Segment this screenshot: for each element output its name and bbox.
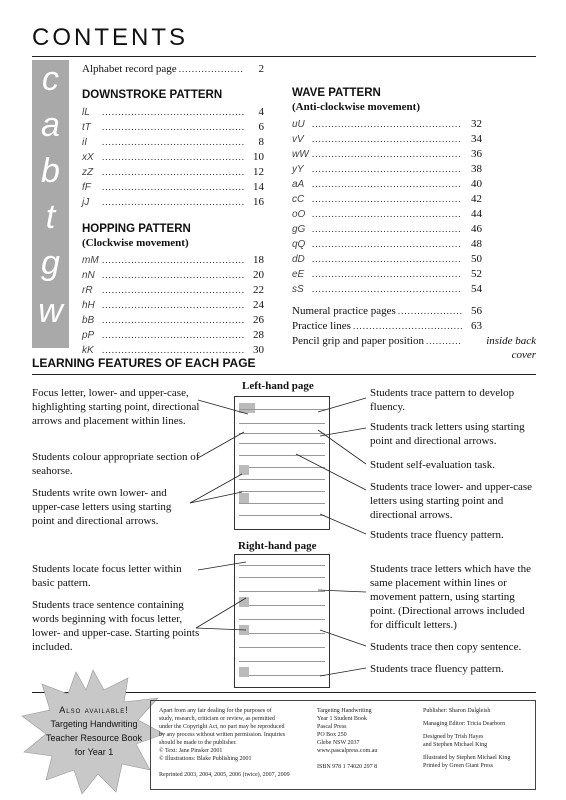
imprint-publisher-address: Targeting Handwriting Year 1 Student Book Pascal Press PO Box 250 Glebe NSW 2037 www.pascalpress.com.au ISBN 978 1 74020 297 8	[317, 708, 378, 770]
note-colour-seahorse: Students colour appropriate section of seahorse.	[32, 451, 200, 477]
strip-letter: w	[38, 292, 63, 330]
toc-entry[interactable]: tT ..... 6	[82, 120, 264, 135]
toc-entry[interactable]: dD ..... 50	[292, 252, 482, 267]
toc-entry-numeral-practice[interactable]: Numeral practice pages ..... 56	[292, 304, 482, 319]
toc-entry[interactable]: oO ..... 44	[292, 207, 482, 222]
toc-entry[interactable]: uU ..... 32	[292, 117, 482, 132]
toc-entry-pencil-grip[interactable]: Pencil grip and paper position ..... inside back cover	[292, 334, 536, 349]
imprint-copyright: Apart from any fair dealing for the purposes of study, research, criticism or review, as permitted under the Copyright Act, no part may be reproduced by any process without written permission. Inquiries should be made to the publisher. © Text: Jane Pinsker 2001 © Illustrations: Blake Publishing 2001 Reprinted 2003, 2004, 2005, 2006 (twice), 2007, 2009	[159, 708, 290, 778]
toc-entry[interactable]: xX ..... 10	[82, 150, 264, 165]
note-track-letters: Students track letters using starting point and directional arrows.	[370, 421, 525, 447]
toc-entry[interactable]: pP ..... 28	[82, 328, 264, 343]
page-title: CONTENTS	[32, 24, 188, 51]
note-write-own-letters: Students write own lower- and upper-case letters using starting point and directional arrows.	[32, 487, 172, 527]
toc-entry[interactable]: sS ..... 54	[292, 282, 482, 297]
learning-features-heading: LEARNING FEATURES OF EACH PAGE	[32, 356, 256, 370]
toc-entry[interactable]: bB ..... 26	[82, 313, 264, 328]
toc-entry[interactable]: yY ..... 38	[292, 162, 482, 177]
strip-letter: b	[41, 152, 60, 190]
toc-entry[interactable]: aA ..... 40	[292, 177, 482, 192]
promo-title-line2: Teacher Resource Book	[45, 733, 143, 743]
toc-entry-alphabet-record[interactable]: Alphabet record page ..... 2	[82, 62, 264, 78]
toc-entry[interactable]: lL ..... 4	[82, 105, 264, 120]
note-trace-fluency-top: Students trace fluency pattern.	[370, 529, 504, 541]
strip-letter: c	[42, 60, 59, 98]
note-locate-focus-letter: Students locate focus letter within basic pattern.	[32, 563, 182, 589]
promo-title-line1: Targeting Handwriting	[50, 719, 138, 729]
promo-also-available: Also available!	[59, 705, 129, 715]
strip-letter: a	[41, 106, 60, 144]
note-self-evaluation: Student self-evaluation task.	[370, 459, 495, 471]
toc-entry[interactable]: nN ..... 20	[82, 268, 264, 283]
note-focus-letter: Focus letter, lower- and upper-case, highlighting starting point, directional arrows and placement within lines.	[32, 387, 200, 427]
section-subheading-wave: (Anti-clockwise movement)	[292, 101, 420, 113]
toc-entry[interactable]: eE ..... 52	[292, 267, 482, 282]
toc-entry[interactable]: gG ..... 46	[292, 222, 482, 237]
toc-entry[interactable]: kK ..... 30	[82, 343, 264, 358]
toc-entry[interactable]: jJ ..... 16	[82, 195, 264, 210]
strip-letter: t	[45, 198, 56, 236]
toc-entry[interactable]: rR ..... 22	[82, 283, 264, 298]
note-trace-copy-sentence: Students trace then copy sentence.	[370, 641, 522, 653]
promo-title-line3: for Year 1	[74, 747, 114, 757]
imprint-credits: Publisher: Sharon Dalgleish Managing Editor: Tricia Dearborn Designed by Trish Hayes and Stephen Michael King Illustrated by Stephen Michael King Printed by Green Giant Press	[423, 708, 511, 769]
toc-entry[interactable]: iI ..... 8	[82, 135, 264, 150]
note-trace-pattern: Students trace pattern to develop fluency.	[370, 387, 515, 413]
note-trace-sentence: Students trace sentence containing words beginning with focus letter, lower- and upper-case. Starting points included.	[32, 599, 200, 653]
imprint-box	[150, 700, 536, 790]
toc-entry[interactable]: cC ..... 42	[292, 192, 482, 207]
note-same-placement: Students trace letters which have the same placement within lines or movement pattern, using starting point. (Directional arrows included for difficult letters.)	[370, 563, 531, 631]
toc-entry[interactable]: vV ..... 34	[292, 132, 482, 147]
note-trace-lower-upper: Students trace lower- and upper-case letters using starting point and directional arrows.	[370, 481, 533, 521]
section-heading-hopping: HOPPING PATTERN	[82, 223, 191, 235]
strip-letter: g	[41, 244, 60, 282]
toc-entry[interactable]: fF ..... 14	[82, 180, 264, 195]
right-hand-page-label: Right-hand page	[238, 540, 317, 552]
toc-entry[interactable]: zZ ..... 12	[82, 165, 264, 180]
section-subheading-hopping: (Clockwise movement)	[82, 237, 189, 249]
toc-entry-practice-lines[interactable]: Practice lines ..... 63	[292, 319, 482, 334]
toc-entry[interactable]: mM ..... 18	[82, 253, 264, 268]
section-heading-wave: WAVE PATTERN	[292, 87, 381, 99]
note-trace-fluency-bottom: Students trace fluency pattern.	[370, 663, 504, 675]
toc-entry[interactable]: hH ..... 24	[82, 298, 264, 313]
toc-entry[interactable]: wW ..... 36	[292, 147, 482, 162]
toc-entry[interactable]: qQ ..... 48	[292, 237, 482, 252]
section-heading-downstroke: DOWNSTROKE PATTERN	[82, 89, 223, 101]
left-hand-page-label: Left-hand page	[242, 380, 314, 392]
